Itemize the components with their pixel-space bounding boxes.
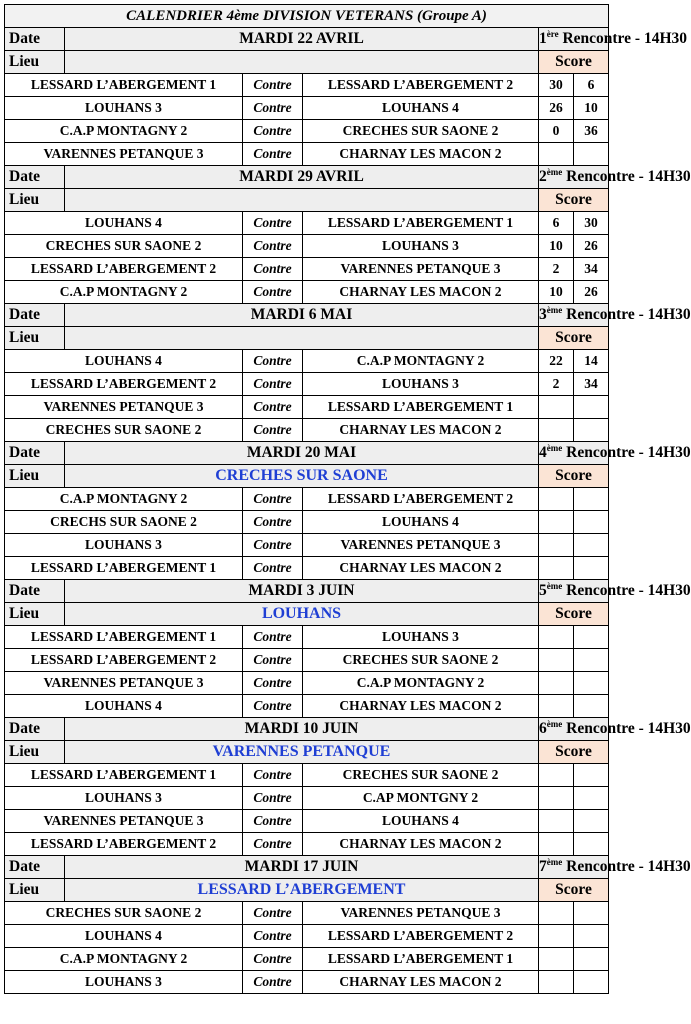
home-team: CRECHS SUR SAONE 2 — [5, 511, 243, 534]
home-score: 30 — [539, 74, 574, 97]
away-team: CRECHES SUR SAONE 2 — [303, 764, 539, 787]
round-venue — [65, 51, 539, 74]
contre-label: Contre — [243, 649, 303, 672]
round-ordinal-suffix: ème — [546, 442, 563, 453]
round-date-row — [5, 28, 609, 51]
contre-label: Contre — [243, 258, 303, 281]
match-row — [5, 626, 609, 649]
round-venue-row — [5, 879, 609, 902]
contre-label: Contre — [243, 373, 303, 396]
contre-label: Contre — [243, 764, 303, 787]
contre-label: Contre — [243, 672, 303, 695]
round-venue — [65, 327, 539, 350]
home-score — [539, 143, 574, 166]
lieu-label: Lieu — [5, 327, 65, 350]
home-score: 2 — [539, 258, 574, 281]
match-row — [5, 212, 609, 235]
rencontre-label: Rencontre - 14H30 — [566, 306, 691, 323]
contre-label: Contre — [243, 281, 303, 304]
round-number — [539, 718, 691, 741]
round-venue-row — [5, 465, 609, 488]
contre-label: Contre — [243, 396, 303, 419]
away-team: CRECHES SUR SAONE 2 — [303, 649, 539, 672]
home-score — [539, 971, 574, 994]
home-score — [539, 488, 574, 511]
home-score — [539, 419, 574, 442]
round-ordinal: 2 — [539, 168, 547, 185]
away-score — [574, 419, 609, 442]
round-venue: LOUHANS — [65, 603, 539, 626]
date-label: Date — [5, 442, 65, 465]
away-score — [574, 948, 609, 971]
home-score — [539, 534, 574, 557]
contre-label: Contre — [243, 925, 303, 948]
away-score — [574, 143, 609, 166]
match-row — [5, 902, 609, 925]
match-row — [5, 281, 609, 304]
home-score — [539, 925, 574, 948]
round-number — [539, 580, 691, 603]
rencontre-label: Rencontre - 14H30 — [562, 30, 688, 47]
match-row — [5, 948, 609, 971]
round-date-row — [5, 442, 609, 465]
date-label: Date — [5, 856, 65, 879]
home-score — [539, 672, 574, 695]
page-title: CALENDRIER 4ème DIVISION VETERANS (Groupe A) — [5, 5, 609, 28]
home-team: LOUHANS 3 — [5, 97, 243, 120]
round-ordinal: 5 — [539, 582, 547, 599]
away-score — [574, 672, 609, 695]
round-date-row — [5, 580, 609, 603]
round-ordinal-suffix: ème — [546, 580, 563, 591]
home-team: LOUHANS 4 — [5, 695, 243, 718]
away-team: LESSARD L’ABERGEMENT 1 — [303, 212, 539, 235]
round-venue-row — [5, 189, 609, 212]
lieu-label: Lieu — [5, 603, 65, 626]
away-team: LOUHANS 4 — [303, 810, 539, 833]
contre-label: Contre — [243, 626, 303, 649]
away-team: CRECHES SUR SAONE 2 — [303, 120, 539, 143]
away-team: CHARNAY LES MACON 2 — [303, 833, 539, 856]
match-row — [5, 488, 609, 511]
home-score — [539, 695, 574, 718]
date-label: Date — [5, 304, 65, 327]
score-header: Score — [539, 603, 609, 626]
contre-label: Contre — [243, 948, 303, 971]
rencontre-label: Rencontre - 14H30 — [566, 444, 691, 461]
round-date: MARDI 29 AVRIL — [65, 166, 539, 189]
round-date: MARDI 20 MAI — [65, 442, 539, 465]
round-ordinal-suffix: ème — [546, 718, 563, 729]
contre-label: Contre — [243, 833, 303, 856]
match-row — [5, 74, 609, 97]
away-score — [574, 833, 609, 856]
lieu-label: Lieu — [5, 51, 65, 74]
home-team: LOUHANS 3 — [5, 971, 243, 994]
lieu-label: Lieu — [5, 189, 65, 212]
round-number — [539, 856, 691, 879]
home-score — [539, 787, 574, 810]
contre-label: Contre — [243, 902, 303, 925]
match-row — [5, 649, 609, 672]
away-score: 14 — [574, 350, 609, 373]
home-team: VARENNES PETANQUE 3 — [5, 672, 243, 695]
date-label: Date — [5, 580, 65, 603]
away-score — [574, 925, 609, 948]
contre-label: Contre — [243, 695, 303, 718]
match-row — [5, 258, 609, 281]
away-team: VARENNES PETANQUE 3 — [303, 902, 539, 925]
home-team: VARENNES PETANQUE 3 — [5, 810, 243, 833]
match-row — [5, 925, 609, 948]
home-score — [539, 557, 574, 580]
home-team: C.A.P MONTAGNY 2 — [5, 281, 243, 304]
round-ordinal-suffix: ème — [546, 304, 563, 315]
match-row — [5, 764, 609, 787]
lieu-label: Lieu — [5, 879, 65, 902]
away-score — [574, 511, 609, 534]
home-score: 6 — [539, 212, 574, 235]
round-date-row — [5, 166, 609, 189]
round-ordinal-suffix: ème — [546, 856, 563, 867]
round-venue-row — [5, 51, 609, 74]
home-team: LOUHANS 3 — [5, 787, 243, 810]
round-date: MARDI 17 JUIN — [65, 856, 539, 879]
title-row — [5, 5, 609, 28]
round-number — [539, 28, 688, 51]
match-row — [5, 833, 609, 856]
home-score — [539, 810, 574, 833]
match-row — [5, 350, 609, 373]
away-score: 10 — [574, 97, 609, 120]
match-row — [5, 143, 609, 166]
away-score — [574, 396, 609, 419]
home-team: CRECHES SUR SAONE 2 — [5, 419, 243, 442]
calendar-table — [4, 4, 691, 994]
away-team: LOUHANS 4 — [303, 511, 539, 534]
away-score — [574, 626, 609, 649]
rencontre-label: Rencontre - 14H30 — [566, 168, 691, 185]
away-team: LOUHANS 4 — [303, 97, 539, 120]
match-row — [5, 695, 609, 718]
away-team: VARENNES PETANQUE 3 — [303, 534, 539, 557]
date-label: Date — [5, 718, 65, 741]
contre-label: Contre — [243, 120, 303, 143]
match-row — [5, 672, 609, 695]
contre-label: Contre — [243, 971, 303, 994]
home-score: 26 — [539, 97, 574, 120]
away-score — [574, 649, 609, 672]
round-date: MARDI 3 JUIN — [65, 580, 539, 603]
away-score: 34 — [574, 258, 609, 281]
away-score — [574, 695, 609, 718]
contre-label: Contre — [243, 74, 303, 97]
away-team: CHARNAY LES MACON 2 — [303, 281, 539, 304]
away-score — [574, 488, 609, 511]
home-team: LESSARD L’ABERGEMENT 2 — [5, 833, 243, 856]
contre-label: Contre — [243, 787, 303, 810]
away-team: CHARNAY LES MACON 2 — [303, 695, 539, 718]
match-row — [5, 971, 609, 994]
round-number — [539, 442, 691, 465]
round-ordinal: 6 — [539, 720, 547, 737]
away-score — [574, 902, 609, 925]
rencontre-label: Rencontre - 14H30 — [566, 720, 691, 737]
home-score: 2 — [539, 373, 574, 396]
match-row — [5, 557, 609, 580]
home-team: LOUHANS 3 — [5, 534, 243, 557]
score-header: Score — [539, 741, 609, 764]
away-team: VARENNES PETANQUE 3 — [303, 258, 539, 281]
home-team: LESSARD L’ABERGEMENT 1 — [5, 74, 243, 97]
contre-label: Contre — [243, 212, 303, 235]
match-row — [5, 534, 609, 557]
home-team: C.A.P MONTAGNY 2 — [5, 488, 243, 511]
home-score — [539, 764, 574, 787]
score-header: Score — [539, 189, 609, 212]
home-team: LESSARD L’ABERGEMENT 1 — [5, 764, 243, 787]
round-ordinal: 4 — [539, 444, 547, 461]
away-team: C.A.P MONTAGNY 2 — [303, 672, 539, 695]
score-header: Score — [539, 327, 609, 350]
round-ordinal-suffix: ème — [546, 166, 563, 177]
home-score — [539, 902, 574, 925]
lieu-label: Lieu — [5, 465, 65, 488]
home-score: 10 — [539, 281, 574, 304]
away-score — [574, 971, 609, 994]
contre-label: Contre — [243, 488, 303, 511]
home-team: CRECHES SUR SAONE 2 — [5, 235, 243, 258]
round-venue-row — [5, 741, 609, 764]
round-ordinal: 3 — [539, 306, 547, 323]
match-row — [5, 373, 609, 396]
away-score — [574, 534, 609, 557]
round-date-row — [5, 718, 609, 741]
home-score — [539, 511, 574, 534]
home-team: C.A.P MONTAGNY 2 — [5, 948, 243, 971]
away-team: CHARNAY LES MACON 2 — [303, 557, 539, 580]
away-team: LOUHANS 3 — [303, 626, 539, 649]
rencontre-label: Rencontre - 14H30 — [566, 858, 691, 875]
away-score — [574, 764, 609, 787]
contre-label: Contre — [243, 534, 303, 557]
home-score: 0 — [539, 120, 574, 143]
away-team: LOUHANS 3 — [303, 373, 539, 396]
contre-label: Contre — [243, 143, 303, 166]
round-date: MARDI 10 JUIN — [65, 718, 539, 741]
home-team: LESSARD L’ABERGEMENT 2 — [5, 258, 243, 281]
home-team: LESSARD L’ABERGEMENT 1 — [5, 626, 243, 649]
away-team: C.AP MONTGNY 2 — [303, 787, 539, 810]
away-team: CHARNAY LES MACON 2 — [303, 419, 539, 442]
contre-label: Contre — [243, 419, 303, 442]
away-team: LESSARD L’ABERGEMENT 1 — [303, 948, 539, 971]
away-score — [574, 787, 609, 810]
date-label: Date — [5, 166, 65, 189]
home-score — [539, 948, 574, 971]
away-score — [574, 810, 609, 833]
match-row — [5, 235, 609, 258]
home-score — [539, 396, 574, 419]
home-team: LESSARD L’ABERGEMENT 2 — [5, 649, 243, 672]
contre-label: Contre — [243, 235, 303, 258]
round-venue: CRECHES SUR SAONE — [65, 465, 539, 488]
date-label: Date — [5, 28, 65, 51]
home-team: LESSARD L’ABERGEMENT 2 — [5, 373, 243, 396]
away-score: 36 — [574, 120, 609, 143]
home-team: LOUHANS 4 — [5, 212, 243, 235]
home-team: VARENNES PETANQUE 3 — [5, 143, 243, 166]
away-score: 26 — [574, 281, 609, 304]
match-row — [5, 787, 609, 810]
away-team: C.A.P MONTAGNY 2 — [303, 350, 539, 373]
round-venue — [65, 189, 539, 212]
away-score: 6 — [574, 74, 609, 97]
score-header: Score — [539, 879, 609, 902]
home-team: CRECHES SUR SAONE 2 — [5, 902, 243, 925]
contre-label: Contre — [243, 511, 303, 534]
match-row — [5, 97, 609, 120]
contre-label: Contre — [243, 810, 303, 833]
round-number — [539, 166, 691, 189]
home-score — [539, 626, 574, 649]
match-row — [5, 810, 609, 833]
round-ordinal: 1 — [539, 30, 547, 47]
home-score — [539, 833, 574, 856]
home-team: LESSARD L’ABERGEMENT 1 — [5, 557, 243, 580]
home-score: 10 — [539, 235, 574, 258]
match-row — [5, 396, 609, 419]
away-team: LESSARD L’ABERGEMENT 2 — [303, 925, 539, 948]
away-team: LESSARD L’ABERGEMENT 2 — [303, 488, 539, 511]
home-team: LOUHANS 4 — [5, 350, 243, 373]
score-header: Score — [539, 51, 609, 74]
match-row — [5, 120, 609, 143]
home-score: 22 — [539, 350, 574, 373]
home-team: LOUHANS 4 — [5, 925, 243, 948]
away-team: LESSARD L’ABERGEMENT 1 — [303, 396, 539, 419]
away-score: 34 — [574, 373, 609, 396]
away-score: 30 — [574, 212, 609, 235]
rencontre-label: Rencontre - 14H30 — [566, 582, 691, 599]
round-venue: VARENNES PETANQUE — [65, 741, 539, 764]
away-score — [574, 557, 609, 580]
round-date-row — [5, 856, 609, 879]
round-date: MARDI 6 MAI — [65, 304, 539, 327]
score-header: Score — [539, 465, 609, 488]
round-date: MARDI 22 AVRIL — [65, 28, 539, 51]
round-date-row — [5, 304, 609, 327]
away-team: CHARNAY LES MACON 2 — [303, 143, 539, 166]
away-team: LOUHANS 3 — [303, 235, 539, 258]
match-row — [5, 419, 609, 442]
home-team: C.A.P MONTAGNY 2 — [5, 120, 243, 143]
home-score — [539, 649, 574, 672]
away-score: 26 — [574, 235, 609, 258]
away-team: LESSARD L’ABERGEMENT 2 — [303, 74, 539, 97]
match-row — [5, 511, 609, 534]
round-ordinal-suffix: ère — [546, 28, 559, 39]
round-ordinal: 7 — [539, 858, 547, 875]
round-venue-row — [5, 327, 609, 350]
round-number — [539, 304, 691, 327]
home-team: VARENNES PETANQUE 3 — [5, 396, 243, 419]
away-team: CHARNAY LES MACON 2 — [303, 971, 539, 994]
lieu-label: Lieu — [5, 741, 65, 764]
round-venue: LESSARD L’ABERGEMENT — [65, 879, 539, 902]
contre-label: Contre — [243, 97, 303, 120]
round-venue-row — [5, 603, 609, 626]
contre-label: Contre — [243, 350, 303, 373]
contre-label: Contre — [243, 557, 303, 580]
